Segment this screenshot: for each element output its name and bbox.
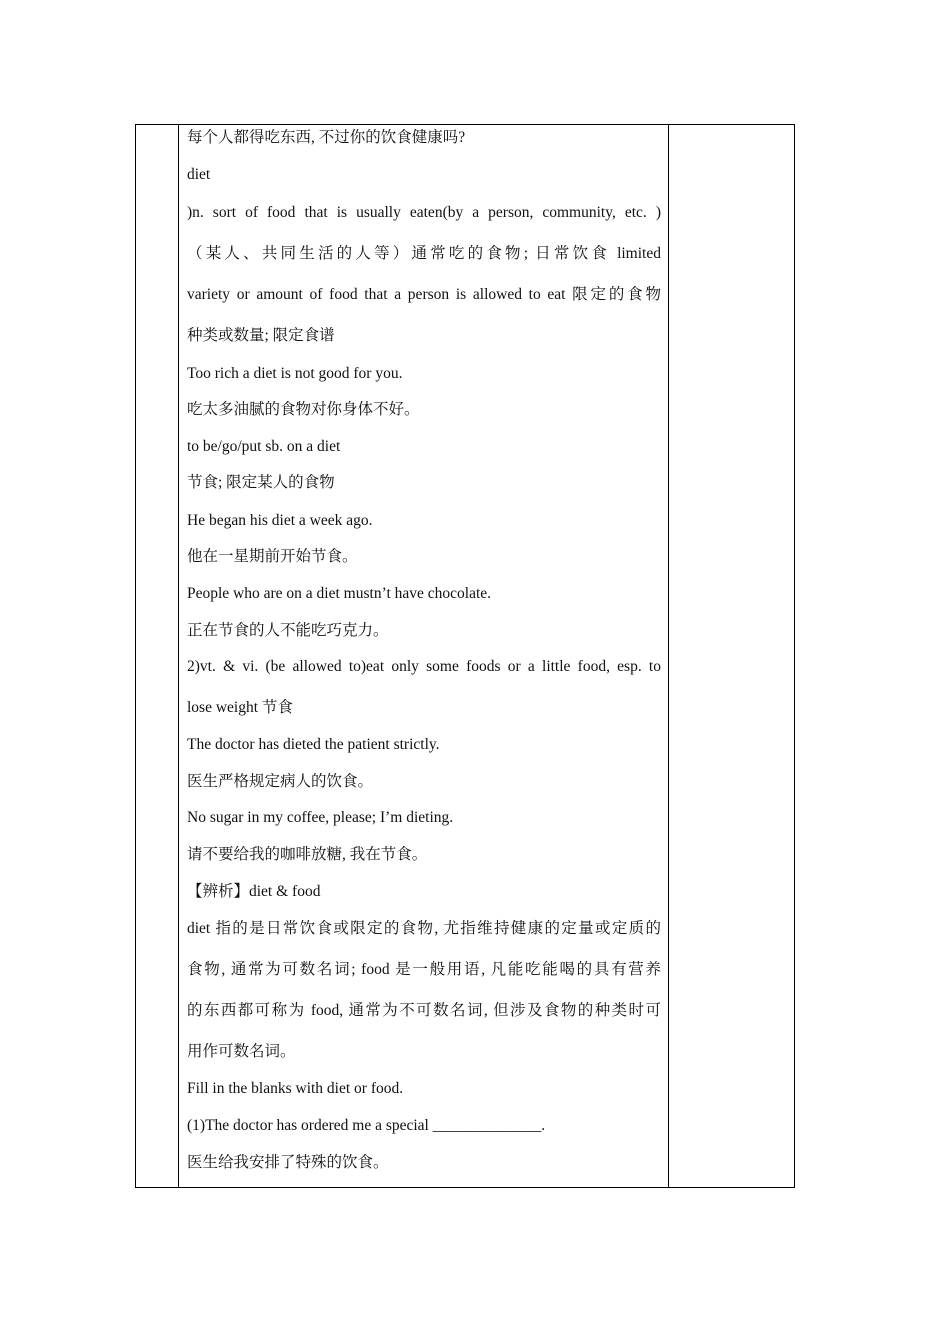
text-line: diet [187,166,211,183]
text-line: 2)vt. & vi. (be allowed to)eat only some foods or a little food, esp. to [187,658,661,675]
text-line: (1)The doctor has ordered me a special ______________. [187,1117,546,1134]
text-line: 【辨析】diet & food [187,883,321,900]
text-line: lose weight 节食 [187,699,293,716]
text-line: 医生严格规定病人的饮食。 [187,773,374,790]
text-line: 医生给我安排了特殊的饮食。 [187,1154,389,1171]
text-line: He began his diet a week ago. [187,512,373,529]
text-line: diet 指的是日常饮食或限定的食物, 尤指维持健康的定量或定质的 [187,920,661,937]
text-line: variety or amount of food that a person is allowed to eat 限定的食物 [187,286,661,303]
text-line: People who are on a diet mustn’t have chocolate. [187,585,492,602]
text-line: to be/go/put sb. on a diet [187,438,341,455]
text-line: 用作可数名词。 [187,1043,296,1060]
text-line: 食物, 通常为可数名词; food 是一般用语, 凡能吃能喝的具有营养 [187,961,661,978]
text-line: 种类或数量; 限定食谱 [187,327,335,344]
text-line: 节食; 限定某人的食物 [187,474,335,491]
text-line: No sugar in my coffee, please; I’m dieting. [187,809,454,826]
column-divider-left [178,125,179,1187]
text-line: )n. sort of food that is usually eaten(by a person, community, etc. ) [187,204,661,221]
column-divider-right [668,125,669,1187]
lesson-table [135,124,795,1188]
text-line: Fill in the blanks with diet or food. [187,1080,404,1097]
text-line: 每个人都得吃东西, 不过你的饮食健康吗? [187,129,466,146]
text-line: 正在节食的人不能吃巧克力。 [187,622,389,639]
text-line: 请不要给我的咖啡放糖, 我在节食。 [187,846,428,863]
text-line: Too rich a diet is not good for you. [187,365,403,382]
text-line: （某人、共同生活的人等）通常吃的食物; 日常饮食 limited [187,245,661,262]
text-line: The doctor has dieted the patient strictly. [187,736,440,753]
text-line: 他在一星期前开始节食。 [187,548,358,565]
text-line: 的东西都可称为 food, 通常为不可数名词, 但涉及食物的种类时可 [187,1002,661,1019]
text-line: 吃太多油腻的食物对你身体不好。 [187,401,420,418]
